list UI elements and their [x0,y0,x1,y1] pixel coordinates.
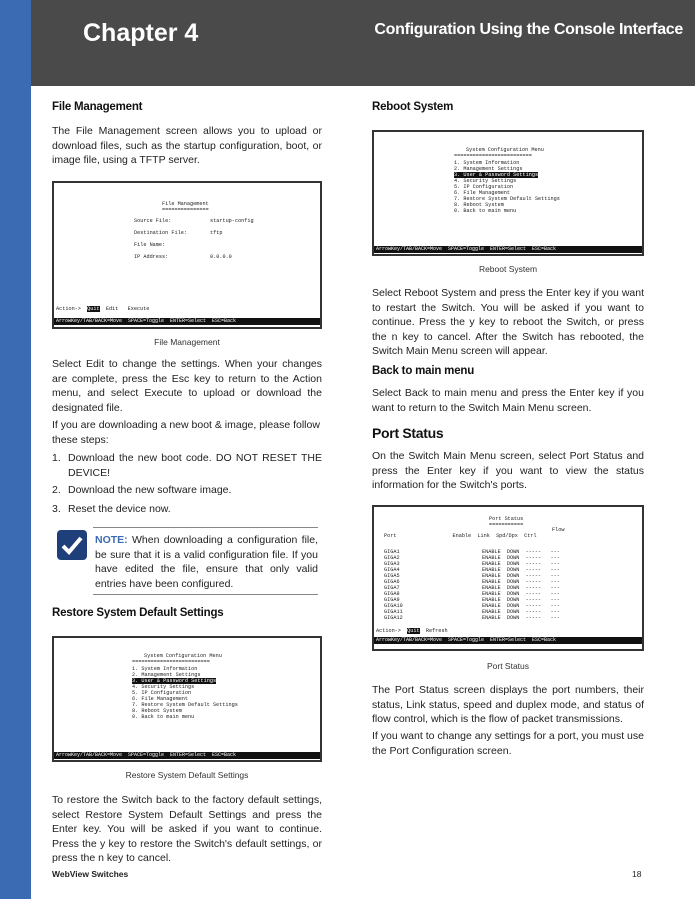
action-prefix: Action-> [56,306,81,312]
menu-item: 6. File Management [132,696,189,702]
chapter-title: Configuration Using the Console Interface [374,21,683,38]
action-options: Refresh [425,628,448,634]
screen-title: Port Status [489,516,524,522]
steps-list [52,451,322,521]
action-selected: Quit [407,628,420,634]
page-header [31,0,695,86]
menu-item: 6. File Management [454,190,511,196]
menu-item: 0. Back to main menu [132,714,195,720]
port-values: ENABLE DOWN ----- --- [482,549,560,555]
step-number: 1. [52,452,61,464]
menu-item: 2. Management Settings [454,166,523,172]
field-label: Source File: [134,218,172,224]
footer-product: WebView Switches [52,869,129,879]
port-name: GIGA6 [384,579,400,585]
step-text: Download the new software image. [68,484,232,496]
port-name: GIGA12 [384,615,403,621]
port-name: GIGA9 [384,597,400,603]
port-values: ENABLE DOWN ----- --- [482,567,560,573]
note-label: NOTE: [95,534,128,546]
port-values: ENABLE DOWN ----- --- [482,591,560,597]
port-name: GIGA4 [384,567,400,573]
port-values: ENABLE DOWN ----- --- [482,579,560,585]
port-values: ENABLE DOWN ----- --- [482,555,560,561]
step-number: 2. [52,484,61,496]
menu-item: 4. Security Settings [132,684,195,690]
column-header-flow: Flow [552,527,565,533]
restore-heading: Restore System Default Settings [52,607,224,619]
back-heading: Back to main menu [372,365,475,377]
field-label: Destination File: [134,230,187,236]
reboot-caption: Reboot System [478,264,538,274]
field-value: 0.0.0.0 [210,254,232,260]
port-status-caption: Port Status [486,661,530,671]
action-selected: Quit [87,306,100,312]
screen-underline: ========================= [454,153,532,159]
select-edit-paragraph: Select Edit to change the settings. When your changes are complete, press the Esc key to return to the Action menu, and select Execute to upload or download the designated file. [52,358,322,414]
screen-title: System Configuration Menu [466,147,544,153]
action-prefix: Action-> [376,628,401,634]
menu-item: 1. System Information [132,666,198,672]
back-paragraph: Select Back to main menu and press the Enter key if you want to return to the Switch Main Menu screen. [372,387,644,414]
port-values: ENABLE DOWN ----- --- [482,615,560,621]
step-number: 3. [52,503,61,515]
boot-intro-paragraph: If you are downloading a new boot & image, please follow these steps: [52,419,320,446]
key-help-bar: ArrowKey/TAB/BACK=Move SPACE=Toggle ENTER=Select ESC=Back [374,246,642,253]
list-item [52,483,322,502]
port-intro-paragraph: On the Switch Main Menu screen, select Port Status and press the Enter key if you want to view the status information for the Switch's ports. [372,450,644,491]
file-management-screenshot [52,181,322,329]
port-values: ENABLE DOWN ----- --- [482,585,560,591]
chapter-label: Chapter 4 [83,19,199,47]
port-status-screenshot [372,505,644,651]
field-label: IP Address: [134,254,169,260]
port-values: ENABLE DOWN ----- --- [482,561,560,567]
menu-item: 3. User & Password Settings [454,172,539,178]
side-accent-bar [0,0,31,899]
port-values: ENABLE DOWN ----- --- [482,603,560,609]
menu-item: 1. System Information [454,160,520,166]
menu-item: 8. Reboot System [132,708,182,714]
key-help-bar: ArrowKey/TAB/BACK=Move SPACE=Toggle ENTER=Select ESC=Back [54,318,320,325]
restore-caption: Restore System Default Settings [125,770,249,780]
port-status-heading: Port Status [372,425,444,441]
port-config-paragraph: If you want to change any settings for a port, you must use the Port Configuration screen. [372,730,644,757]
screen-underline: =========== [489,522,524,528]
port-name: GIGA7 [384,585,400,591]
restore-paragraph: To restore the Switch back to the factory default settings, select Restore System Default Settings and press the Enter key. You will be asked if you want to continue. Press the y key to restore the Switch's default settings, or press the n key to cancel. [52,794,322,864]
port-name: GIGA11 [384,609,403,615]
list-item [52,451,322,483]
port-name: GIGA10 [384,603,403,609]
screen-title: System Configuration Menu [144,653,222,659]
reboot-heading: Reboot System [372,101,454,113]
port-name: GIGA8 [384,591,400,597]
note-text [95,533,318,591]
table-header: Port Enable Link Spd/Dpx Ctrl [384,533,537,539]
reboot-paragraph: Select Reboot System and press the Enter key if you want to restart the Switch. You will be asked if you want to continue. Press the y key to reboot the Switch, or press the n key to cancel. After the Switch has rebooted, the Switch Main Menu screen will appear. [372,287,644,357]
menu-item: 3. User & Password Settings [132,678,217,684]
port-values: ENABLE DOWN ----- --- [482,609,560,615]
checkmark-icon [57,530,87,560]
screen-underline: ========================= [132,659,210,665]
key-help-bar: ArrowKey/TAB/BACK=Move SPACE=Toggle ENTER=Select ESC=Back [374,637,642,644]
screen-underline: =============== [162,207,209,213]
field-label: File Name: [134,242,166,248]
file-management-heading: File Management [52,101,143,113]
file-management-caption: File Management [154,337,220,347]
step-text: Download the new boot code. DO NOT RESET THE DEVICE! [68,452,322,479]
action-line [376,628,448,634]
port-name: GIGA2 [384,555,400,561]
field-value: tftp [210,230,223,236]
action-options: Edit Execute [105,306,150,312]
port-values: ENABLE DOWN ----- --- [482,573,560,579]
note-body: When downloading a configuration file, be sure that it is a valid configuration file. If you have edited the file, ensure that only valid entries have been configured. [95,534,318,590]
file-management-intro: The File Management screen allows you to upload or download files, such as the startup configuration, boot, or image file, using a TFTP server. [52,125,322,166]
action-line [56,306,149,312]
port-name: GIGA3 [384,561,400,567]
menu-item: 4. Security Settings [454,178,517,184]
step-text: Reset the device now. [68,503,171,515]
port-name: GIGA1 [384,549,400,555]
port-name: GIGA5 [384,573,400,579]
menu-item: 7. Restore System Default Settings [132,702,238,708]
reboot-screenshot [372,130,644,256]
menu-item: 5. IP Configuration [132,690,192,696]
port-values: ENABLE DOWN ----- --- [482,597,560,603]
menu-item: 7. Restore System Default Settings [454,196,560,202]
menu-item: 5. IP Configuration [454,184,514,190]
list-item [52,502,322,521]
port-desc-paragraph: The Port Status screen displays the port numbers, their status, Link status, speed and duplex mode, and status of flow control, which is the flow of packet transmissions. [372,684,644,725]
menu-item: 2. Management Settings [132,672,201,678]
menu-item: 0. Back to main menu [454,208,517,214]
restore-screenshot [52,636,322,762]
page-number: 18 [632,869,642,879]
field-value: startup-config [210,218,254,224]
screen-title: File Management [162,201,209,207]
menu-item: 8. Reboot System [454,202,504,208]
key-help-bar: ArrowKey/TAB/BACK=Move SPACE=Toggle ENTER=Select ESC=Back [54,752,320,759]
